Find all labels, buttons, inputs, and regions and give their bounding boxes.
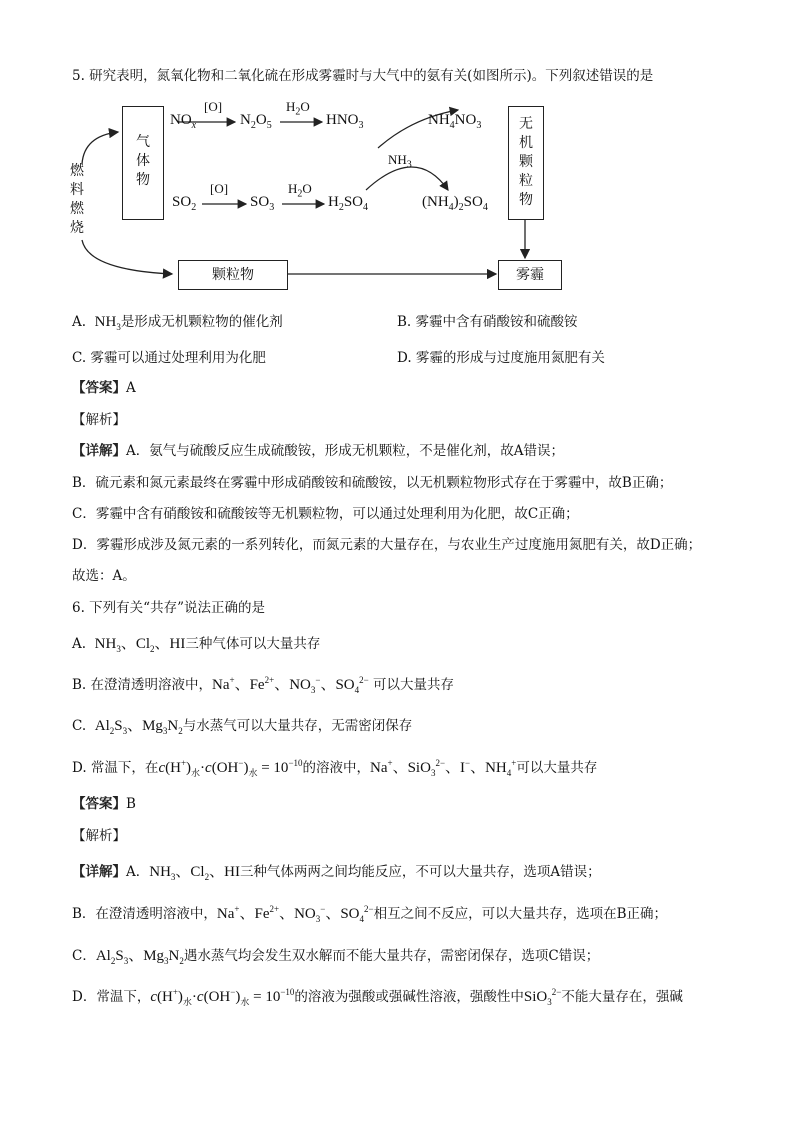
- particles-box: 颗粒物: [178, 260, 288, 290]
- q6-option-d: D. 常温下，在$c(H^+)_水\cdot c(OH^-)_水 = 10^{-10}$的溶液中，Na+、SiO$_3^{2-}$、I−、$NH_4^+$可以大量共存: [72, 758, 598, 778]
- q6-detail-b: B．在澄清透明溶液中，Na+、$Fe^{2+}$、$NO_3^-$、$SO_4^{2-}$相互之间不反应，可以大量共存，选项在B正确；: [72, 904, 668, 924]
- q5-answer: 【答案】A: [72, 380, 136, 396]
- q6-answer: 【答案】B: [72, 796, 136, 812]
- label-h2o-2: $H_2O$: [288, 181, 312, 200]
- q5-detail-c: C．雾霾中含有硝酸铵和硫酸铵等无机颗粒物，可以通过处理利用为化肥，故C正确；: [72, 506, 579, 522]
- formula-n2o5: $N_2O_5$: [240, 112, 272, 131]
- q5-diagram: [60, 98, 560, 298]
- q5-detail-d: D．雾霾形成涉及氮元素的一系列转化，而氮元素的大量存在，与农业生产过度施用氮肥有关，故D正确；: [72, 537, 702, 553]
- formula-so2: $SO_2$: [172, 194, 197, 213]
- q6-option-a: A. $NH_3$、$Cl_2$、HI三种气体可以大量共存: [72, 636, 321, 654]
- arrow-fuel-to-particles: [82, 240, 172, 274]
- q5-detail-b: B．硫元素和氮元素最终在雾霾中形成硝酸铵和硫酸铵，以无机颗粒物形式存在于雾霾中，故B正确；: [72, 475, 673, 491]
- q5-option-c: C. 雾霾可以通过处理利用为化肥: [72, 350, 266, 366]
- fuel-burning-label: 燃 料 燃 烧: [70, 163, 84, 236]
- q6-option-c: C. $Al_2S_3$、$Mg_3N_2$与水蒸气可以大量共存，无需密闭保存: [72, 718, 413, 736]
- q5-option-a: A. $NH_3$是形成无机颗粒物的催化剂: [72, 314, 283, 332]
- label-o-1: [O]: [204, 99, 223, 114]
- q5-stem: 5. 研究表明，氮氧化物和二氧化硫在形成雾霾时与大气中的氨有关(如图所示)。下列叙述错误的是: [72, 68, 654, 84]
- formula-nh4no3: $NH_4NO_3$: [428, 112, 482, 131]
- gas-box: 气 体 物: [122, 106, 164, 220]
- formula-nh4-2so4: $(NH_4)_2SO_4$: [422, 194, 488, 213]
- arrow-fuel-to-gas: [82, 132, 118, 164]
- q6-option-b: B. 在澄清透明溶液中，Na+、$Fe^{2+}$、$NO_3^-$、$SO_4^{2-}$ 可以大量共存: [72, 675, 454, 695]
- formula-h2so4: $H_2SO_4$: [328, 194, 369, 213]
- q5-detail-a: 【详解】A．氨气与硫酸反应生成硫酸铵，形成无机颗粒，不是催化剂，故A错误；: [72, 443, 564, 459]
- formula-nox: $NO_x$: [170, 112, 197, 131]
- haze-box: 雾霾: [498, 260, 562, 290]
- formula-so3: $SO_3$: [250, 194, 275, 213]
- label-nh3: $NH_3$: [388, 152, 412, 171]
- q6-analysis-tag: 【解析】: [72, 828, 126, 844]
- label-h2o-1: $H_2O$: [286, 99, 310, 118]
- inorganic-particles-box: 无 机 颗 粒 物: [508, 106, 544, 220]
- q6-detail-a: 【详解】A．$NH_3$、$Cl_2$、HI三种气体两两之间均能反应，不可以大量共存，选项A错误；: [72, 864, 601, 882]
- q6-stem: 6. 下列有关“共存”说法正确的是: [72, 600, 265, 616]
- q5-option-d: D. 雾霾的形成与过度施用氮肥有关: [397, 350, 605, 366]
- q6-detail-c: C．$Al_2S_3$、$Mg_3N_2$遇水蒸气均会发生双水解而不能大量共存，需密闭保存，选项C错误；: [72, 948, 600, 966]
- label-o-2: [O]: [210, 181, 229, 196]
- q5-option-b: B. 雾霾中含有硝酸铵和硫酸铵: [397, 314, 578, 330]
- formula-hno3: $HNO_3$: [326, 112, 364, 131]
- q6-detail-d: D．常温下，$c(H^+)_水\cdot c(OH^-)_水 = 10^{-10}$的溶液为强酸或强碱性溶液，强酸性中SiO$_3^{2-}$不能大量存在，强碱: [72, 987, 683, 1007]
- q5-conclusion: 故选：A。: [72, 568, 136, 584]
- q5-analysis-tag: 【解析】: [72, 412, 126, 428]
